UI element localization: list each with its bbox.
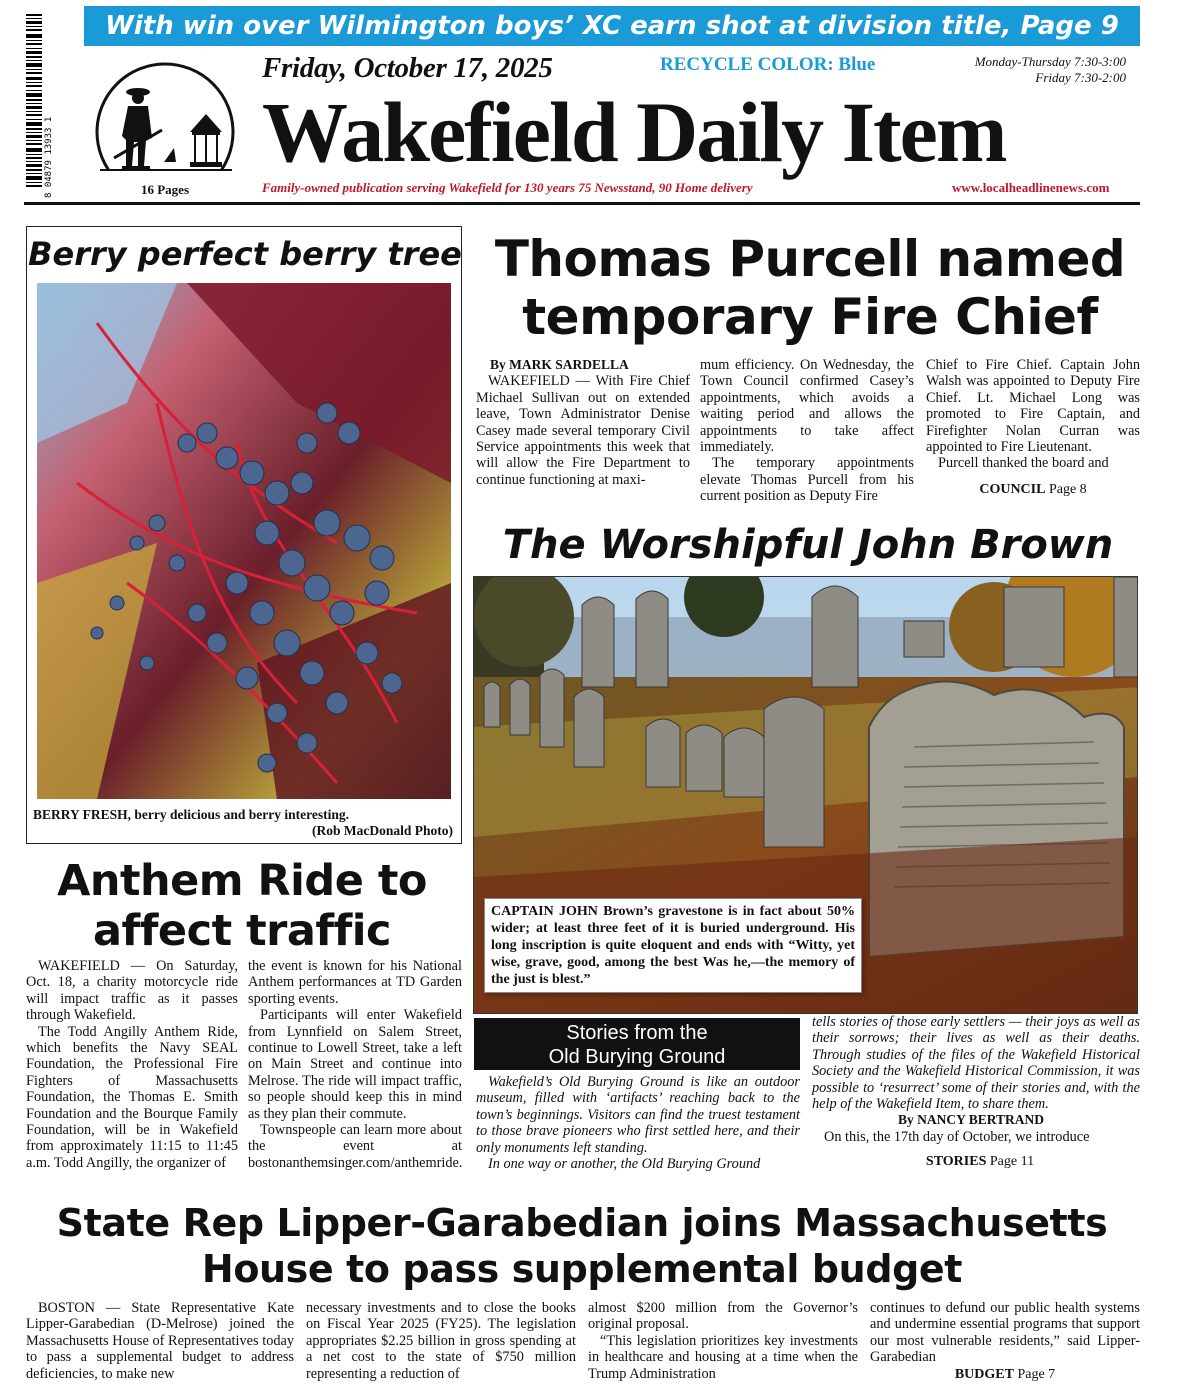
stories-series-label[interactable] — [474, 1018, 800, 1070]
anthem-text-1: WAKEFIELD — On Saturday, Oct. 18, a charity motorcycle ride will impact traffic as it passes through Wakefield. — [26, 958, 238, 1024]
purcell-jump[interactable] — [926, 482, 1140, 498]
stories-text-2: In one way or another, the Old Burying Ground — [488, 1156, 761, 1173]
anthem-text-4: Participants will enter Wakefield from Lynnfield on Salem Street, continue to Lowell Street, take a left on Main Street and continue into Melrose. The ride will impact traffic, so people should keep this in mind as they plan their commute. — [248, 1007, 462, 1122]
purcell-column-3 — [926, 357, 1140, 498]
office-hours-friday: Friday 7:30-2:00 — [1035, 70, 1126, 85]
berry-headline: Berry perfect berry tree — [28, 235, 462, 273]
lipper-text-5: continues to defund our public health systems and undermine essential programs that support our most vulnerable residents,” said Lipper-Garabedian — [870, 1300, 1140, 1366]
website-link[interactable]: www.localheadlinenews.com — [952, 180, 1110, 195]
berry-photo-feature — [26, 226, 462, 844]
purcell-headline[interactable] — [480, 230, 1140, 346]
berry-photo-credit: (Rob MacDonald Photo) — [312, 823, 453, 838]
stories-column-2 — [812, 1014, 1140, 1171]
stories-text-1: Wakefield’s Old Burying Ground is like an outdoor museum, filled with ‘artifacts’ reaching back to the town’s beginnings. Visitors can find the truest testament to those brave pioneers who first settled here, and their only monuments left standing. — [476, 1074, 800, 1156]
newspaper-title: Wakefield Daily Item — [262, 84, 1006, 180]
purcell-headline-line1: Thomas Purcell named — [494, 230, 1126, 288]
anthem-text-2: The Todd Angilly Anthem Ride, which benefits the Navy SEAL Foundation, the Professional Fire Fighters of Massachusetts Foundation, the Thomas E. Smith Foundation and the Bourque Family Foundation, will be in Wakefield from approximately 11:15 to 11:45 a.m. Todd Angilly, the organizer of — [26, 1023, 238, 1171]
barcode-digits: 8 04879 13933 1 — [44, 116, 54, 198]
lipper-headline[interactable] — [24, 1200, 1140, 1292]
purcell-headline-line2: temporary Fire Chief — [522, 288, 1098, 346]
page-count: 16 Pages — [140, 182, 190, 197]
recycle-color: RECYCLE COLOR: Blue — [660, 54, 876, 75]
purcell-jump-page: Page 8 — [1048, 481, 1087, 497]
anthem-headline-line2: affect traffic — [92, 906, 392, 956]
stories-byline: By NANCY BERTRAND — [898, 1112, 1045, 1128]
anthem-column-1 — [26, 958, 238, 1171]
lipper-text-3: almost $200 million from the Governor’s original proposal. — [588, 1300, 858, 1333]
purcell-text-4: Chief to Fire Chief. Captain John Walsh was appointed to Deputy Fire Chief. Lt. Michael Long was promoted to Fire Captain, and Firefighter Nolan Curran was appointed to Fire Lieutenant. — [926, 357, 1140, 456]
purcell-column-1 — [476, 357, 690, 488]
stories-column-1 — [476, 1074, 800, 1172]
stories-jump-page: Page 11 — [989, 1154, 1035, 1170]
brown-headline[interactable]: The Worshipful John Brown — [502, 522, 1114, 568]
berry-photo[interactable] — [37, 283, 451, 799]
purcell-jump-word: COUNCIL — [979, 481, 1046, 497]
anthem-text-5: Townspeople can learn more about the event at bostonanthemsinger.com/anthemride. — [248, 1122, 463, 1171]
stories-jump-word: STORIES — [925, 1154, 987, 1170]
anthem-text-3: the event is known for his National Anthem performances at TD Garden sporting events. — [248, 958, 462, 1007]
stories-label-line2: Old Burying Ground — [548, 1046, 726, 1068]
minuteman-logo — [92, 62, 238, 186]
lipper-jump[interactable] — [870, 1367, 1140, 1383]
stories-text-3: tells stories of those early settlers — their joys as well as their sorrows; their lives as well as their deaths. Through studies of the files of the Wakefield Historical Society and the Wakefield Historical Commission, it was possible to ‘resurrect’ some of their stories and, with the help of the Wakefield Item, to share them. — [812, 1014, 1140, 1113]
stories-label-line1: Stories from the — [566, 1022, 708, 1044]
lipper-column-2 — [306, 1300, 576, 1382]
purcell-text-1: WAKEFIELD — With Fire Chief Michael Sullivan out on extended leave, Town Administrator Denise Casey made several temporary Civil Service appointments this week that will allow the Fire Department to continue functioning at maxi- — [476, 373, 690, 488]
lipper-column-1 — [26, 1300, 294, 1382]
lipper-headline-line1: State Rep Lipper-Garabedian joins Massachusetts — [56, 1201, 1108, 1245]
lipper-jump-word: BUDGET — [954, 1366, 1014, 1382]
anthem-headline[interactable] — [24, 856, 460, 956]
purcell-byline: By MARK SARDELLA — [490, 357, 629, 372]
purcell-text-3: The temporary appointments elevate Thomas Purcell from his current position as Deputy Fire — [700, 455, 914, 505]
stories-text-4: On this, the 17th day of October, we introduce — [824, 1128, 1090, 1145]
lipper-jump-page: Page 7 — [1017, 1366, 1056, 1382]
anthem-headline-line1: Anthem Ride to — [57, 856, 427, 906]
issue-date: Friday, October 17, 2025 — [262, 52, 553, 84]
anthem-column-2 — [248, 958, 462, 1171]
office-hours-weekday: Monday-Thursday 7:30-3:00 — [974, 54, 1126, 69]
gravestone-caption: CAPTAIN JOHN Brown’s gravestone is in fact about 50% wider; at least three feet of it is buried underground. His long inscription is quite eloquent and ends with “Witty, yet wise, grave, good, among the best Was he,—the memory of the just is blest.” — [484, 898, 862, 993]
purcell-text-5: Purcell thanked the board and — [938, 455, 1109, 472]
purcell-text-2: mum efficiency. On Wednesday, the Town Council confirmed Casey’s appointments, which avoids a waiting period and allows the appointments to take affect immediately. — [700, 357, 914, 456]
lipper-column-4 — [870, 1300, 1140, 1383]
lipper-column-3 — [588, 1300, 858, 1382]
tagline: Family-owned publication serving Wakefield for 130 years 75 Newsstand, 90 Home delivery — [262, 180, 753, 195]
top-banner-teaser[interactable]: With win over Wilmington boys’ XC earn shot at division title, Page 9 — [84, 6, 1140, 46]
purcell-column-2 — [700, 357, 914, 505]
lipper-text-1: BOSTON — State Representative Kate Lipper-Garabedian (D-Melrose) joined the Massachusetts House of Representatives today to pass a supplemental budget to address deficiencies, to make new — [26, 1300, 294, 1382]
masthead-rule — [24, 202, 1140, 205]
lipper-text-4: “This legislation prioritizes key investments in healthcare and housing at a time when the Trump Administration — [588, 1332, 858, 1382]
barcode — [26, 8, 54, 198]
lipper-text-2: necessary investments and to close the books on Fiscal Year 2025 (FY25). The legislation appropriates $2.25 billion in gross spending at a net cost to the state of $750 million representing a reduction of — [306, 1300, 576, 1382]
stories-jump[interactable] — [812, 1154, 1140, 1170]
berry-caption: BERRY FRESH, berry delicious and berry interesting. — [33, 807, 350, 822]
lipper-headline-line2: House to pass supplemental budget — [201, 1247, 963, 1291]
